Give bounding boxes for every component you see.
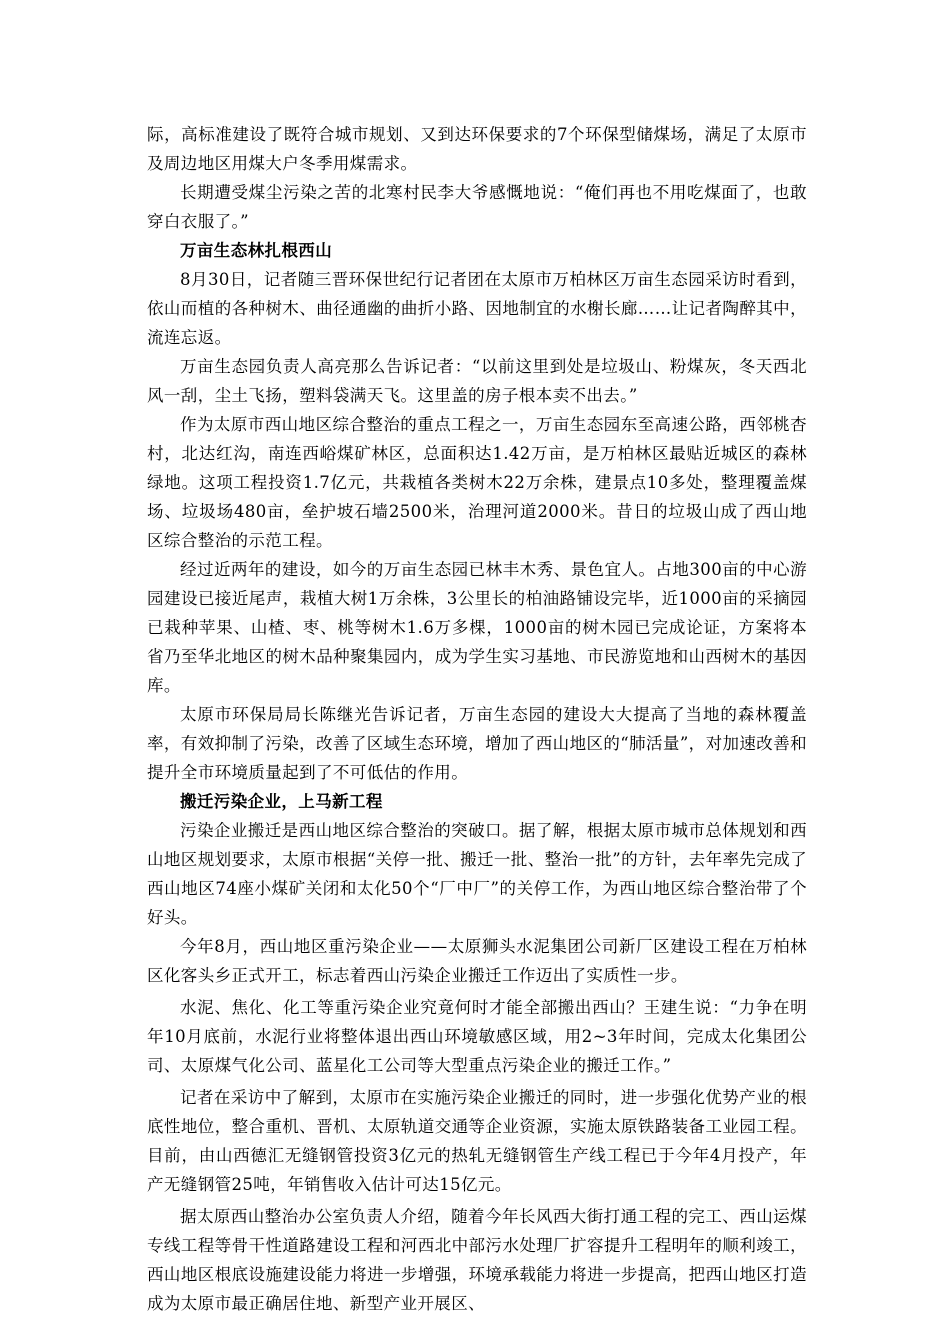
section-heading: 搬迁污染企业，上马新工程 xyxy=(180,792,383,811)
paragraph: 8月30日，记者随三晋环保世纪行记者团在太原市万柏林区万亩生态园采访时看到，依山而植的各种树木、曲径通幽的曲折小路、因地制宜的水榭长廊……让记者陶醉其中，流连忘返。 xyxy=(147,270,807,347)
paragraph: 记者在采访中了解到，太原市在实施污染企业搬迁的同时，进一步强化优势产业的根底性地位，整合重机、晋机、太原轨道交通等企业资源，实施太原铁路装备工业园工程。目前，由山西德汇无缝钢管投资3亿元的热轧无缝钢管生产线工程已于今年4月投产，年产无缝钢管25吨，年销售收入估计可达15亿元。 xyxy=(147,1088,807,1194)
paragraph: 水泥、焦化、化工等重污染企业究竟何时才能全部搬出西山？王建生说：“力争在明年10月底前，水泥行业将整体退出西山环境敏感区域，用2~3年时间，完成太化集团公司、太原煤气化公司、蓝星化工公司等大型重点污染企业的搬迁工作。” xyxy=(147,998,807,1075)
paragraph: 经过近两年的建设，如今的万亩生态园已林丰木秀、景色宜人。占地300亩的中心游园建设已接近尾声，栽植大树1万余株，3公里长的柏油路铺设完毕，近1000亩的采摘园已栽种苹果、山楂、枣、桃等树木1.6万多棵，1000亩的树木园已完成论证，方案将本省乃至华北地区的树木品种聚集园内，成为学生实习基地、市民游览地和山西树木的基因库。 xyxy=(147,560,807,695)
paragraph: 际，高标准建设了既符合城市规划、又到达环保要求的7个环保型储煤场，满足了太原市及周边地区用煤大户冬季用煤需求。 xyxy=(147,125,807,173)
paragraph: 作为太原市西山地区综合整治的重点工程之一，万亩生态园东至高速公路，西邻桃杏村，北达红沟，南连西峪煤矿林区，总面积达1.42万亩，是万柏林区最贴近城区的森林绿地。这项工程投资1.7亿元，共栽植各类树木22万余株，建景点10多处，整理覆盖煤场、垃圾场480亩，垒护坡石墙2500米，治理河道2000米。昔日的垃圾山成了西山地区综合整治的示范工程。 xyxy=(147,415,807,550)
paragraph: 今年8月，西山地区重污染企业——太原狮头水泥集团公司新厂区建设工程在万柏林区化客头乡正式开工，标志着西山污染企业搬迁工作迈出了实质性一步。 xyxy=(147,937,807,985)
paragraph: 太原市环保局局长陈继光告诉记者，万亩生态园的建设大大提高了当地的森林覆盖率，有效抑制了污染，改善了区域生态环境，增加了西山地区的“肺活量”，对加速改善和提升全市环境质量起到了不可低估的作用。 xyxy=(147,705,807,782)
section-heading: 万亩生态林扎根西山 xyxy=(180,241,333,260)
paragraph: 万亩生态园负责人高亮那么告诉记者：“以前这里到处是垃圾山、粉煤灰，冬天西北风一刮，尘土飞扬，塑料袋满天飞。这里盖的房子根本卖不出去。” xyxy=(147,357,807,405)
paragraph: 污染企业搬迁是西山地区综合整治的突破口。据了解，根据太原市城市总体规划和西山地区规划要求，太原市根据“关停一批、搬迁一批、整治一批”的方针，去年率先完成了西山地区74座小煤矿关闭和太化50个“厂中厂”的关停工作，为西山地区综合整治带了个好头。 xyxy=(147,821,807,927)
paragraph: 据太原西山整治办公室负责人介绍，随着今年长风西大街打通工程的完工、西山运煤专线工程等骨干性道路建设工程和河西北中部污水处理厂扩容提升工程明年的顺利竣工，西山地区根底设施建设能力将进一步增强，环境承载能力将进一步提高，把西山地区打造成为太原市最正确居住地、新型产业开展区、 xyxy=(147,1207,807,1313)
article-body xyxy=(147,120,807,1318)
paragraph: 长期遭受煤尘污染之苦的北寒村民李大爷感慨地说：“俺们再也不用吃煤面了，也敢穿白衣服了。” xyxy=(147,183,807,231)
